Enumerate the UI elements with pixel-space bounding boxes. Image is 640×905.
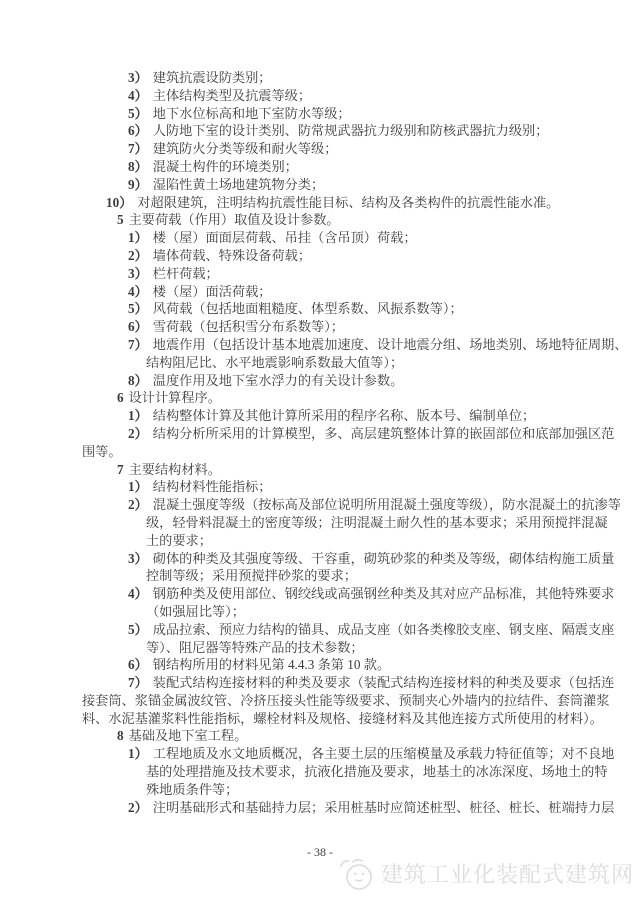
- line-text: 主体结构类型及抗震等级；: [152, 87, 312, 103]
- document-line: [82, 603, 634, 621]
- document-line: [82, 265, 634, 283]
- line-number: 4）: [128, 87, 148, 103]
- document-line: [82, 781, 634, 799]
- line-number: 1）: [128, 479, 148, 495]
- document-line: [82, 425, 634, 443]
- document-line: [82, 763, 634, 781]
- line-text: 雪荷载（包括积雪分布系数等）；: [152, 319, 344, 335]
- line-text: 基础及地下室工程。: [128, 728, 248, 744]
- document-line: [82, 443, 634, 461]
- line-number: 5）: [128, 105, 148, 121]
- document-line: [82, 496, 634, 514]
- document-line: [82, 336, 634, 354]
- line-number: 9）: [128, 176, 148, 192]
- line-text: 栏杆荷载；: [152, 265, 219, 281]
- watermark-text: 建筑工业化装配式建筑网: [380, 861, 634, 887]
- line-number: 4）: [128, 283, 148, 299]
- document-line: [82, 372, 634, 390]
- watermark: [335, 852, 634, 894]
- document-line: [82, 461, 634, 479]
- document-line: [82, 300, 634, 318]
- document-line: [82, 389, 634, 407]
- line-number: 6）: [128, 123, 148, 139]
- line-text: 风荷载（包括地面粗糙度、体型系数、风振系数等）；: [152, 301, 463, 317]
- line-number: 5: [117, 212, 124, 228]
- line-number: 1）: [128, 408, 148, 424]
- line-text: 接套筒、浆锚金属波纹管、冷挤压接头性能等级要求、预制夹心外墙内的拉结件、套筒灌浆: [82, 692, 610, 708]
- line-number: 6: [117, 390, 124, 406]
- line-text: 主要荷载（作用）取值及设计参数。: [128, 212, 340, 228]
- line-number: 3）: [128, 550, 148, 566]
- line-number: 3）: [128, 265, 148, 281]
- document-line: [82, 354, 634, 372]
- line-text: 主要结构材料。: [128, 461, 221, 477]
- line-number: 7）: [128, 141, 148, 157]
- document-line: [82, 194, 634, 212]
- line-text: 控制等级；采用预搅拌砂浆的要求；: [146, 568, 357, 584]
- document-line: [82, 532, 634, 550]
- line-text: 混凝土构件的环境类别；: [152, 158, 298, 174]
- line-text: 砌体的种类及其强度等级、干容重，砌筑砂浆的种类及等级，砌体结构施工质量: [152, 550, 615, 566]
- document-line: [82, 639, 634, 657]
- line-number: 1）: [128, 230, 148, 246]
- line-number: 1）: [128, 746, 148, 762]
- line-text: 温度作用及地下室水浮力的有关设计参数。: [152, 372, 404, 388]
- line-number: 2）: [128, 497, 148, 513]
- line-number: 2）: [128, 247, 148, 263]
- line-text: 注明基础形式和基础持力层；采用桩基时应简述桩型、桩径、桩长、桩端持力层: [152, 799, 615, 815]
- line-text: 等）、阻尼器等特殊产品的技术参数；: [146, 639, 364, 655]
- document-line: [82, 745, 634, 763]
- line-text: 围等。: [82, 443, 122, 459]
- document-line: [82, 158, 634, 176]
- document-line: [82, 692, 634, 710]
- line-text: 料、水泥基灌浆料性能指标，螺栓材料及规格、接缝材料及其他连接方式所使用的材料）。: [82, 710, 603, 726]
- page-number: - 38 -: [307, 845, 333, 859]
- line-number: 7）: [128, 336, 148, 352]
- document-line: [82, 318, 634, 336]
- document-line: [82, 69, 634, 87]
- document-line: [82, 87, 634, 105]
- document-body: [82, 69, 634, 816]
- line-number: 7: [117, 461, 124, 477]
- document-line: [82, 478, 634, 496]
- line-number: 4）: [128, 586, 148, 602]
- line-number: 8: [117, 728, 124, 744]
- line-text: 土的要求；: [146, 532, 212, 548]
- line-text: 结构材料性能指标；: [152, 479, 272, 495]
- line-number: 6）: [128, 657, 148, 673]
- document-line: [82, 710, 634, 728]
- line-text: （如强屈比等）；: [146, 603, 245, 619]
- line-text: 地震作用（包括设计基本地震加速度、设计地震分组、场地类别、场地特征周期、: [152, 336, 628, 352]
- document-line: [82, 514, 634, 532]
- document-line: [82, 799, 634, 817]
- line-text: 混凝土强度等级（按标高及部位说明所用混凝土强度等级），防水混凝土的抗渗等: [152, 497, 621, 513]
- line-number: 10）: [106, 194, 133, 210]
- document-line: [82, 550, 634, 568]
- line-text: 成品拉索、预应力结构的锚具、成品支座（如各类橡胶支座、钢支座、隔震支座: [152, 621, 615, 637]
- line-text: 建筑防火分类等级和耐火等级；: [152, 141, 338, 157]
- document-line: [82, 283, 634, 301]
- document-line: [82, 567, 634, 585]
- line-text: 墙体荷载、特殊设备荷载；: [152, 247, 312, 263]
- line-text: 殊地质条件等；: [146, 781, 239, 797]
- line-text: 结构整体计算及其他计算所采用的程序名称、版本号、编制单位；: [152, 408, 536, 424]
- line-number: 2）: [128, 425, 148, 441]
- line-text: 工程地质及水文地质概况，各主要土层的压缩模量及承载力特征值等；对不良地: [152, 746, 615, 762]
- line-number: 2）: [128, 799, 148, 815]
- line-text: 装配式结构连接材料的种类及要求（装配式结构连接材料的种类及要求（包括连: [152, 675, 615, 691]
- line-text: 结构分析所采用的计算模型，多、高层建筑整体计算的嵌固部位和底部加强区范: [152, 425, 615, 441]
- document-line: [82, 140, 634, 158]
- document-line: [82, 407, 634, 425]
- line-text: 结构阻尼比、水平地震影响系数最大值等）；: [146, 354, 404, 370]
- document-line: [82, 105, 634, 123]
- line-text: 楼（屋）面活荷载；: [152, 283, 272, 299]
- line-number: 3）: [128, 70, 148, 85]
- document-line: [82, 229, 634, 247]
- document-line: [82, 211, 634, 229]
- line-number: 8）: [128, 158, 148, 174]
- document-line: [82, 247, 634, 265]
- line-number: 5）: [128, 621, 148, 637]
- line-number: 7）: [128, 675, 148, 691]
- document-line: [82, 656, 634, 674]
- document-line: [82, 122, 634, 140]
- document-line: [82, 674, 634, 692]
- line-number: 6）: [128, 319, 148, 335]
- line-text: 级，轻骨料混凝土的密度等级；注明混凝土耐久性的基本要求；采用预搅拌混凝: [146, 514, 608, 530]
- line-text: 湿陷性黄土场地建筑物分类；: [152, 176, 325, 192]
- document-line: [82, 585, 634, 603]
- line-text: 建筑抗震设防类别；: [152, 70, 272, 85]
- line-text: 对超限建筑，注明结构抗震性能目标、结构及各类构件的抗震性能水准。: [137, 194, 560, 210]
- line-text: 地下水位标高和地下室防水等级；: [152, 105, 351, 121]
- mascot-face-icon: [335, 852, 377, 894]
- document-line: [82, 621, 634, 639]
- line-text: 人防地下室的设计类别、防常规武器抗力级别和防核武器抗力级别；: [152, 123, 549, 139]
- line-number: 8）: [128, 372, 148, 388]
- line-text: 钢结构所用的材料见第 4.4.3 条第 10 款。: [152, 657, 391, 673]
- line-number: 5）: [128, 301, 148, 317]
- line-text: 钢筋种类及使用部位、钢绞线或高强钢丝种类及其对应产品标准，其他特殊要求: [152, 586, 615, 602]
- document-line: [82, 727, 634, 745]
- line-text: 设计计算程序。: [128, 390, 221, 406]
- document-line: [82, 176, 634, 194]
- line-text: 基的处理措施及技术要求，抗液化措施及要求，地基土的冰冻深度、场地土的特: [146, 764, 608, 780]
- line-text: 楼（屋）面面层荷载、吊挂（含吊顶）荷载；: [152, 230, 417, 246]
